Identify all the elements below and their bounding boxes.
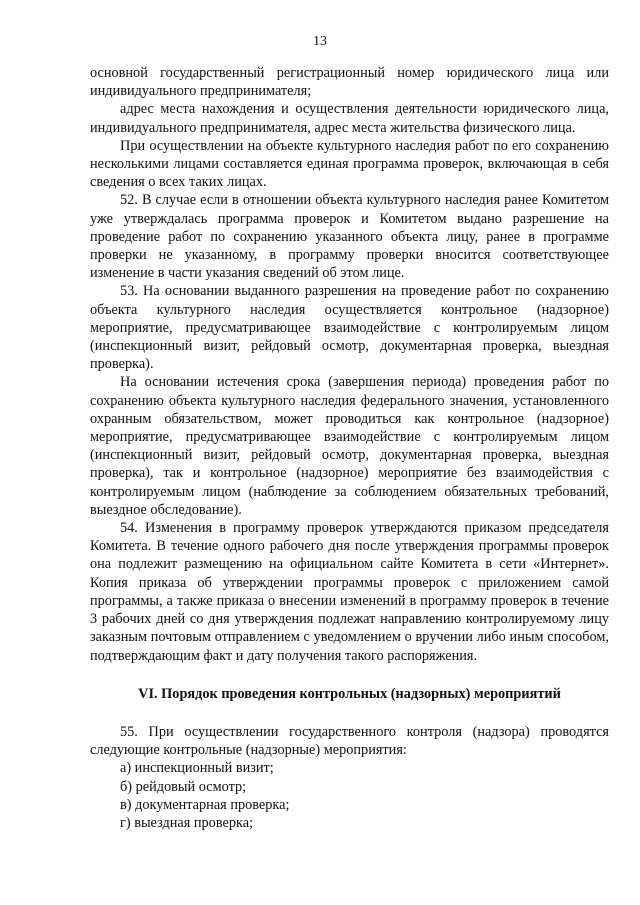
paragraph: При осуществлении на объекте культурного наследия работ по его сохранению несколькими лицами составляется единая программа проверок, включающая в себя сведения о всех таких лицах. bbox=[90, 137, 609, 191]
section-heading: VI. Порядок проведения контрольных (надзорных) мероприятий bbox=[138, 685, 561, 702]
paragraph: адрес места нахождения и осуществления деятельности юридического лица, индивидуального предпринимателя, адрес места жительства физического лица. bbox=[90, 101, 609, 136]
paragraph-52: 52. В случае если в отношении объекта культурного наследия ранее Комитетом уже утверждалась программа проверок и Комитетом выдано разрешение на проведение работ по сохранению указанного объекта лицу, ранее в программе проверки не указанному, в программу проверки вносится соответствующее изменение в части указания сведений об этом лице. bbox=[90, 192, 609, 282]
paragraph: На основании истечения срока (завершения периода) проведения работ по сохранению объекта культурного наследия федерального значения, установленного охранным обязательством, может проводиться как контрольное (надзорное) мероприятие, предусматривающее взаимодействие с контролируемым лицом (инспекционный визит, рейдовый осмотр, документарная проверка, выездная проверка), так и контрольное (надзорное) мероприятие без взаимодействия с контролируемым лицом (наблюдение за соблюдением обязательных требований, выездное обследование). bbox=[90, 374, 609, 518]
list-item: г) выездная проверка; bbox=[120, 814, 254, 831]
page-number: 13 bbox=[313, 34, 327, 49]
paragraph-54: 54. Изменения в программу проверок утверждаются приказом председателя Комитета. В течение одного рабочего дня после утверждения программы проверок она подлежит размещению на официальном сайте Комитета в сети «Интернет». Копия приказа об утверждении программы проверок с приложением самой программы, а также приказа о внесении изменений в программу проверок в течение 3 рабочих дней со дня утверждения подлежат направлению контролируемому лицу заказным почтовым отправлением с уведомлением о вручении либо иным способом, подтверждающим факт и дату получения такого распоряжения. bbox=[90, 520, 609, 664]
paragraph: основной государственный регистрационный номер юридического лица или индивидуального предпринимателя; bbox=[90, 65, 609, 100]
list-item: б) рейдовый осмотр; bbox=[120, 778, 247, 795]
document-body bbox=[90, 64, 609, 832]
list-item: а) инспекционный визит; bbox=[120, 760, 274, 777]
paragraph-55: 55. При осуществлении государственного контроля (надзора) проводятся следующие контрольные (надзорные) мероприятия: bbox=[90, 723, 609, 759]
list-item: в) документарная проверка; bbox=[120, 796, 290, 813]
paragraph-53: 53. На основании выданного разрешения на проведение работ по сохранению объекта культурного наследия осуществляется контрольное (надзорное) мероприятие, предусматривающее взаимодействие с контролируемым лицом (инспекционный визит, рейдовый осмотр, документарная проверка, выездная проверка). bbox=[90, 283, 609, 373]
